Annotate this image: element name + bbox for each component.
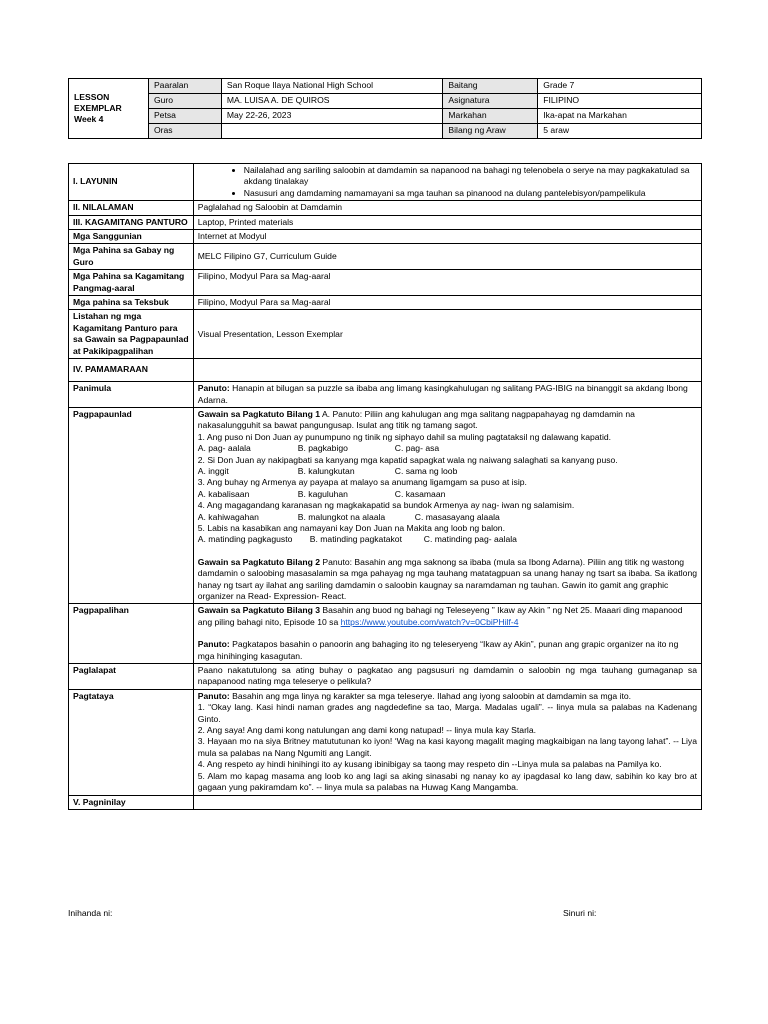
pagtataya-row bbox=[69, 689, 702, 795]
pagninilay-row bbox=[69, 795, 702, 809]
line-item: 2. Ang saya! Ang dami kong natulungan ang dami kong natupad! -- linya mula kay Starla. bbox=[197, 725, 537, 736]
oras-value bbox=[221, 124, 443, 139]
pagpapaunlad-content bbox=[193, 407, 701, 604]
objective-item: • Nailalahad ang sariling saloobin at damdamin sa napanood na bahagi ng telenobela o serye na may pagkakatulad sa akdang tinalakay bbox=[244, 165, 697, 188]
gabay-row bbox=[69, 244, 702, 270]
teksbuk-row bbox=[69, 296, 702, 310]
petsa-label: Petsa bbox=[148, 109, 221, 124]
pangmag-label: Mga Pahina sa Kagamitang Pangmag-aaral bbox=[69, 270, 194, 296]
panimula-content bbox=[193, 382, 701, 408]
pagpapalihan-label: Pagpapalihan bbox=[69, 604, 194, 664]
option-a: A. kahiwagahan bbox=[197, 511, 259, 522]
markahan-value: Ika-apat na Markahan bbox=[538, 109, 702, 124]
gawain-3-instructions: Basahin ang buod ng bahagi ng Teleseyeng ” Ikaw ay Akin ” ng Net 25. Maaari ding mapanood ang piling bahagi nito, Episode 10 sa bbox=[197, 605, 683, 627]
gawain-3 bbox=[198, 605, 697, 628]
sanggunian-row bbox=[69, 230, 702, 244]
question-item: 5. Labis na kasabikan ang namayani kay Don Juan na Makita ang loob ng balon. bbox=[197, 522, 505, 533]
pamamaraan-empty bbox=[193, 359, 701, 382]
pagtataya-instructions: Basahin ang mga linya ng karakter sa mga teleserye. Ilahad ang iyong saloobin at damdamin sa mga ito. bbox=[229, 690, 632, 701]
panuto-label: Panuto: bbox=[197, 639, 230, 650]
option-c: C. pag- asa bbox=[394, 443, 440, 454]
gawain-3-title: Gawain sa Pagkatuto Bilang 3 bbox=[197, 605, 321, 616]
pagtataya-label: Pagtataya bbox=[69, 689, 194, 795]
option-c: C. kasamaan bbox=[394, 488, 446, 499]
objective-item: • Nasusuri ang damdaming namamayani sa mga tauhan sa pinanood na dulang pantelebisyon/pampelikula bbox=[244, 188, 697, 199]
pagpapalihan-row bbox=[69, 604, 702, 664]
panimula-text: Hanapin at bilugan sa puzzle sa ibaba ang limang kasingkahulugan ng salitang PAG-IBIG na binanggit sa akdang Ibong Adarna. bbox=[197, 383, 688, 405]
pagpapaunlad-row bbox=[69, 407, 702, 604]
gabay-label: Mga Pahina sa Gabay ng Guro bbox=[69, 244, 194, 270]
option-a: A. matinding pagkagusto bbox=[197, 534, 293, 545]
header-table bbox=[68, 78, 702, 139]
question-item: 1. Ang puso ni Don Juan ay punumpuno ng tinik ng siphayo dahil sa muling pagtataksil ng dalawang kapatid. bbox=[197, 431, 612, 442]
paglalapat-label: Paglalapat bbox=[69, 664, 194, 690]
pagpapaunlad-label: Pagpapaunlad bbox=[69, 407, 194, 604]
layunin-label: I. LAYUNIN bbox=[69, 164, 194, 201]
option-c: C. masasayang alaala bbox=[414, 511, 500, 522]
answer-options bbox=[198, 489, 697, 500]
pagninilay-label: V. Pagninilay bbox=[69, 795, 194, 809]
checked-by-label: Sinuri ni: bbox=[563, 908, 597, 918]
option-b: B. pagkabigo bbox=[297, 443, 348, 454]
layunin-row bbox=[69, 164, 702, 201]
gawain-2-title: Gawain sa Pagkatuto Bilang 2 bbox=[197, 556, 321, 567]
prepared-by-label: Inihanda ni: bbox=[68, 908, 113, 918]
answer-options bbox=[198, 512, 697, 523]
line-item: 5. Alam mo kapag masama ang loob ko ang lagi sa aking sinasabi ng nanay ko ay ipagdasal ko lang daw, sabihin ko kay bro at gagaan yung pakiramdam ko”. -- linya mula sa palabas na Huwag Kang Mangamba. bbox=[197, 770, 697, 793]
nilalaman-value: Paglalahad ng Saloobin at Damdamin bbox=[193, 201, 701, 215]
pagtataya-intro bbox=[198, 691, 697, 702]
lesson-label-line: LESSON bbox=[74, 92, 110, 102]
pamamaraan-label: IV. PAMAMARAAN bbox=[69, 359, 194, 382]
lesson-label-line: EXEMPLAR bbox=[74, 103, 122, 113]
answer-options bbox=[198, 466, 697, 477]
paglalapat-row bbox=[69, 664, 702, 690]
teksbuk-value: Filipino, Modyul Para sa Mag-aaral bbox=[193, 296, 701, 310]
lesson-exemplar-label bbox=[69, 79, 149, 139]
option-b: B. kaguluhan bbox=[297, 488, 348, 499]
gawain-1-instructions: A. Panuto: Piliin ang kahulugan ang mga salitang nagpapahayag ng damdamin na nakasalungguhit sa bawat pangungusap. Isulat ang titik ng tamang sagot. bbox=[197, 408, 635, 431]
listahan-label: Listahan ng mga Kagamitang Panturo para sa Gawain sa Pagpapaunlad at Pakikipagpalihan bbox=[69, 310, 194, 359]
asignatura-label: Asignatura bbox=[443, 94, 538, 109]
nilalaman-label: II. NILALAMAN bbox=[69, 201, 194, 215]
kagamitan-value: Laptop, Printed materials bbox=[193, 215, 701, 229]
gawain-2 bbox=[198, 557, 697, 603]
guro-value: MA. LUISA A. DE QUIROS bbox=[221, 94, 443, 109]
petsa-value: May 22-26, 2023 bbox=[221, 109, 443, 124]
pagtataya-content bbox=[193, 689, 701, 795]
gabay-value: MELC Filipino G7, Curriculum Guide bbox=[193, 244, 701, 270]
question-item: 4. Ang magagandang karanasan ng magkakapatid sa bundok Armenya ay nag- iwan ng salamisim. bbox=[197, 500, 575, 511]
listahan-value: Visual Presentation, Lesson Exemplar bbox=[193, 310, 701, 359]
option-c: C. sama ng loob bbox=[394, 465, 458, 476]
panuto-label: Panuto: bbox=[197, 383, 230, 394]
option-b: B. malungkot na alaala bbox=[297, 511, 386, 522]
lesson-plan-table bbox=[68, 163, 702, 810]
baitang-value: Grade 7 bbox=[538, 79, 702, 94]
kagamitan-row bbox=[69, 215, 702, 229]
line-item: 4. Ang respeto ay hindi hinihingi ito ay kusang ibinibigay sa taong may respeto din --Linya mula sa palabas na Pamilya ko. bbox=[197, 759, 662, 770]
gawain-1-title: Gawain sa Pagkatuto Bilang 1 bbox=[197, 408, 321, 419]
paaralan-value: San Roque Ilaya National High School bbox=[221, 79, 443, 94]
line-item: 1. “Okay lang. Kasi hindi naman grades ang nagdedefine sa tao, Marga. Madalas ugali”. -- linya mula sa palabas na Kadenang Ginto. bbox=[197, 702, 697, 724]
option-a: A. inggit bbox=[197, 465, 229, 476]
paaralan-label: Paaralan bbox=[148, 79, 221, 94]
option-b: B. matinding pagkatakot bbox=[309, 534, 402, 545]
question-item: 3. Ang buhay ng Armenya ay payapa at malayo sa anumang ligamgam sa puso at isip. bbox=[197, 477, 527, 488]
option-c: C. matinding pag- aalala bbox=[423, 534, 517, 545]
sanggunian-value: Internet at Modyul bbox=[193, 230, 701, 244]
option-a: A. kabalisaan bbox=[197, 488, 250, 499]
question-item: 2. Si Don Juan ay nakipagbati sa kanyang mga kapatid sapagkat wala ng naiwang salaghati sa kanyang puso. bbox=[197, 454, 618, 465]
pangmag-value: Filipino, Modyul Para sa Mag-aaral bbox=[193, 270, 701, 296]
option-b: B. kalungkutan bbox=[297, 465, 355, 476]
pagpapalihan-content bbox=[193, 604, 701, 664]
gawain-2-instructions: Panuto: Basahin ang mga saknong sa ibaba (mula sa Ibong Adarna). Piliin ang titik ng wastong damdamin o saloobing masasalamin sa mga pahayag ng mga tauhang matatagpuan sa unang hanay ng tsart sa ibaba. Sa ikatlong hanay ng tsart ay ilahat ang sariling damdamin o saloobin kaugnay sa naramdaman ng tauhan. Gawin ito gamit ang graphic organizer na Read- Expression- React. bbox=[197, 556, 698, 601]
objectives-list bbox=[198, 165, 697, 199]
pamamaraan-row bbox=[69, 359, 702, 382]
panuto-text: Pagkatapos basahin o panoorin ang bahaging ito ng teleseryeng “Ikaw ay Akin”, punan ang grapic organizer na ito ng mga hinihinging kasagutan. bbox=[197, 639, 679, 661]
nilalaman-row bbox=[69, 201, 702, 215]
answer-options bbox=[198, 534, 697, 545]
panimula-label: Panimula bbox=[69, 382, 194, 408]
pangmag-row bbox=[69, 270, 702, 296]
listahan-row bbox=[69, 310, 702, 359]
lesson-week-label: Week 4 bbox=[74, 114, 104, 124]
panuto-label: Panuto: bbox=[197, 690, 230, 701]
bilang-ng-araw-label: Bilang ng Araw bbox=[443, 124, 538, 139]
markahan-label: Markahan bbox=[443, 109, 538, 124]
panimula-row bbox=[69, 382, 702, 408]
guro-label: Guro bbox=[148, 94, 221, 109]
paglalapat-content: Paano nakatutulong sa ating buhay o pagkatao ang pagsusuri ng damdamin o saloobin ng mga tauhang gumaganap sa napapanood nating mga teleserye o pelikula? bbox=[193, 664, 701, 690]
sanggunian-label: Mga Sanggunian bbox=[69, 230, 194, 244]
pagpapalihan-panuto bbox=[198, 639, 697, 662]
option-a: A. pag- aalala bbox=[197, 443, 251, 454]
kagamitan-label: III. KAGAMITANG PANTURO bbox=[69, 215, 194, 229]
line-item: 3. Hayaan mo na siya Britney matututunan ko iyon! ‘Wag na kasi kayong magalit maging magkaibigan na lang tayong lahat”. -- Liya mula sa palabas na Nang Ngumiti ang Langit. bbox=[197, 736, 697, 758]
pagninilay-value bbox=[193, 795, 701, 809]
gawain-1-intro bbox=[198, 409, 697, 432]
layunin-content bbox=[193, 164, 701, 201]
asignatura-value: FILIPINO bbox=[538, 94, 702, 109]
bilang-ng-araw-value: 5 araw bbox=[538, 124, 702, 139]
teksbuk-label: Mga pahina sa Teksbuk bbox=[69, 296, 194, 310]
baitang-label: Baitang bbox=[443, 79, 538, 94]
oras-label: Oras bbox=[148, 124, 221, 139]
answer-options bbox=[198, 443, 697, 454]
youtube-link[interactable]: https://www.youtube.com/watch?v=0CbiPHilf-4 bbox=[340, 616, 519, 627]
